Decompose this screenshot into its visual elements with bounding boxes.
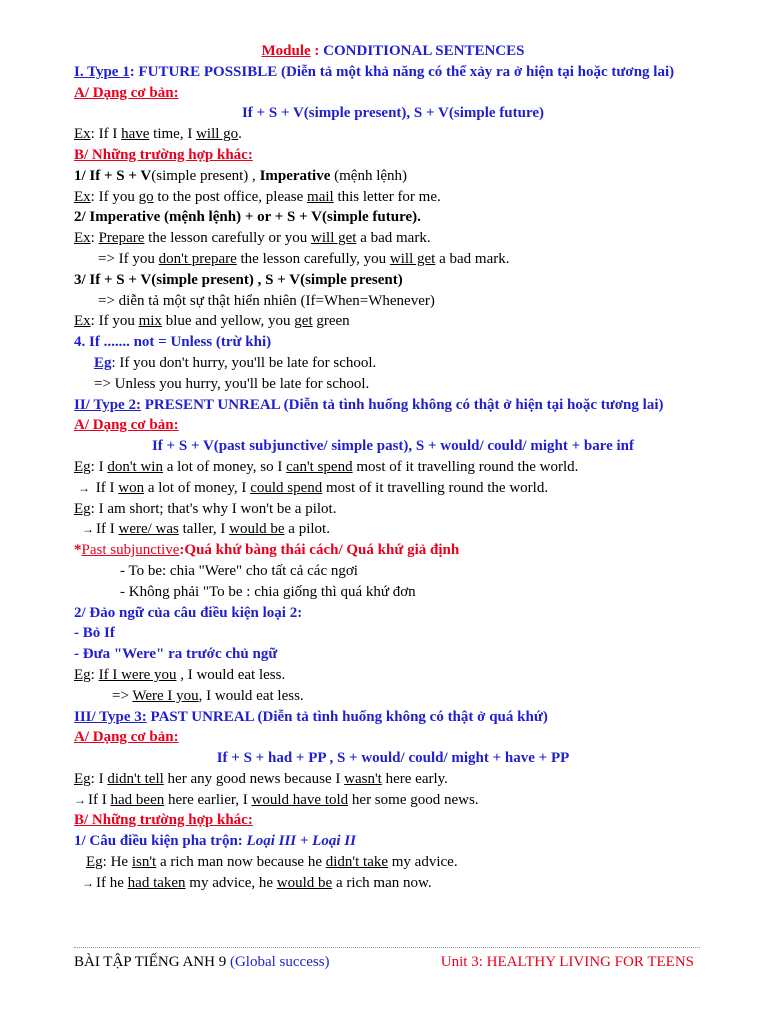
text: If he [96, 874, 128, 891]
example-label: Eg [74, 770, 91, 787]
type2-heading-desc: PRESENT UNREAL (Diễn tả tình huống không có thật ở hiện tại hoặc tương lai) [140, 396, 664, 413]
text: a rich man now. [332, 874, 432, 891]
example-label: Eg [74, 500, 91, 517]
text: taller, I [178, 521, 230, 538]
type1-formula: If + S + V(simple present), S + V(simple future) [241, 105, 545, 122]
type1-case2-rewrite [74, 249, 712, 270]
underlined-verb: would have told [251, 791, 349, 808]
text: a lot of money, so I [162, 458, 287, 475]
underlined-verb: wasn't [344, 770, 382, 787]
text: : [90, 666, 99, 683]
text: her any good news because I [163, 770, 345, 787]
text: : If you [90, 313, 139, 330]
page-title [74, 41, 712, 62]
text: : If I [90, 126, 122, 143]
arrow-right-icon: → [74, 792, 86, 807]
text: this letter for me. [333, 188, 441, 205]
underlined-verb: mail [307, 188, 334, 205]
type2-rewrite2 [74, 519, 712, 540]
case1-formula: 1/ If + S + V [74, 167, 152, 184]
underlined-verb: had been [110, 791, 165, 808]
type3-basic-heading: A/ Dạng cơ bản: [74, 729, 179, 746]
type2-ps-rule2: - Không phải "To be : chia giống thì quá khứ đơn [120, 583, 416, 600]
past-subjunctive-desc: :Quá khứ bàng thái cách/ Quá khứ giả định [179, 542, 460, 559]
underlined-verb: had taken [127, 874, 186, 891]
arrow-right-icon: → [82, 522, 94, 537]
example-label: Eg [74, 666, 91, 683]
underlined-verb: can't spend [286, 458, 353, 475]
example-label: Ex [74, 126, 91, 143]
underlined-verb: get [294, 313, 313, 330]
example-label: Ex [74, 313, 91, 330]
arrow-right-icon: → [78, 480, 90, 495]
text: my advice, he [185, 874, 277, 891]
text: : I [90, 458, 108, 475]
footer-divider [74, 947, 700, 948]
underlined-verb: have [121, 126, 150, 143]
text: : If you don't hurry, you'll be late for school. [111, 354, 377, 371]
underlined-verb: will go [196, 126, 239, 143]
type3-formula: If + S + had + PP , S + would/ could/ might + have + PP [216, 750, 570, 767]
underlined-verb: would be [229, 521, 285, 538]
text: If I [88, 791, 111, 808]
text: If I [96, 521, 119, 538]
type1-heading-label: I. Type 1 [74, 63, 130, 80]
type3-heading-label: III/ Type 3: [74, 708, 147, 725]
underlined-verb: mix [138, 313, 162, 330]
example-label: Eg [86, 854, 103, 871]
underlined-verb: won [118, 479, 145, 496]
type3-example [74, 769, 712, 790]
page-footer [74, 952, 700, 972]
type2-ps-rule1: - To be: chia "Were" cho tất cả các ngơi [120, 562, 358, 579]
example-label: Ex [74, 230, 91, 247]
document-page [74, 41, 712, 894]
text: : He [102, 854, 132, 871]
case1-text: (simple present) , [151, 167, 260, 184]
text: If I [92, 479, 119, 496]
type2-heading [74, 395, 712, 416]
type1-case2: 2/ Imperative (mệnh lệnh) + or + S + V(simple future). [74, 209, 421, 226]
type2-basic-heading: A/ Dạng cơ bản: [74, 417, 179, 434]
underlined-verb: will get [311, 230, 357, 247]
type1-heading-desc: Diễn tả một khả năng có thể xảy ra ở hiện tại hoặc tương lai) [286, 63, 675, 80]
text: a bad mark. [435, 250, 510, 267]
text: here earlier, I [164, 791, 252, 808]
underlined-verb: don't prepare [158, 250, 237, 267]
title-module: Module [261, 43, 311, 59]
type2-past-subjunctive [74, 540, 712, 561]
type1-case3: 3/ If + S + V(simple present) , S + V(simple present) [74, 271, 403, 288]
text: . [238, 126, 242, 143]
type3-heading-desc: PAST UNREAL (Diễn tả tình huống không có thật ở quá khứ) [146, 708, 548, 725]
type1-heading-title: : FUTURE POSSIBLE ( [129, 63, 286, 80]
type1-case4: 4. If ....... not = Unless (trừ khi) [74, 334, 272, 351]
type2-rewrite1 [74, 478, 712, 499]
type2-inversion-heading: 2/ Đảo ngữ của câu điều kiện loại 2: [74, 604, 303, 621]
type2-inversion-rule2: - Đưa "Were" ra trước chủ ngữ [74, 646, 278, 663]
text: : [90, 230, 99, 247]
footer-book-title: BÀI TẬP TIẾNG ANH 9 [74, 954, 230, 970]
text: : If you [90, 188, 139, 205]
text: , I would eat less. [198, 687, 304, 704]
type3-other-heading: B/ Những trường hợp khác: [74, 812, 253, 829]
example-label: Ex [74, 188, 91, 205]
text: the lesson carefully, you [236, 250, 390, 267]
type3-rewrite [74, 790, 712, 811]
text: time, I [149, 126, 197, 143]
type1-case4-example [74, 353, 712, 374]
text: blue and yellow, you [161, 313, 295, 330]
underlined-verb: would be [276, 874, 333, 891]
type3-heading [74, 707, 712, 728]
text: a lot of money, I [144, 479, 251, 496]
text: to the post office, please [153, 188, 308, 205]
underlined-verb: go [138, 188, 154, 205]
underlined-verb: didn't take [325, 854, 389, 871]
title-topic: CONDITIONAL SENTENCES [323, 43, 525, 59]
type3-mixed-example [74, 852, 712, 873]
text: => If you [98, 250, 159, 267]
asterisk: * [74, 542, 82, 559]
mixed-heading-text: 1/ Câu điều kiện pha trộn: [74, 833, 247, 850]
mixed-heading-types: Loại III + Loại II [246, 833, 356, 850]
type2-inversion-example [74, 665, 712, 686]
type1-case3-note: => diễn tả một sự thật hiển nhiên (If=When=Whenever) [98, 292, 435, 309]
text: the lesson carefully or you [144, 230, 312, 247]
text: a pilot. [284, 521, 330, 538]
type2-formula: If + S + V(past subjunctive/ simple past), S + would/ could/ might + bare inf [151, 438, 635, 455]
text: a bad mark. [356, 230, 431, 247]
text: , I would eat less. [176, 666, 286, 683]
type1-other-heading: B/ Những trường hợp khác: [74, 146, 253, 163]
type1-basic-heading: A/ Dạng cơ bản: [74, 84, 179, 101]
case1-note: (mệnh lệnh) [330, 167, 408, 184]
type3-mixed-rewrite [74, 873, 712, 894]
text: : I am short; that's why I won't be a pilot. [90, 500, 337, 517]
type2-example1 [74, 457, 712, 478]
footer-series: (Global success) [229, 954, 330, 970]
underlined-verb: could spend [250, 479, 323, 496]
text: her some good news. [348, 791, 479, 808]
underlined-verb: will get [389, 250, 436, 267]
type1-case3-example [74, 311, 712, 332]
footer-unit: Unit 3: HEALTHY LIVING FOR TEENS [440, 954, 694, 970]
type1-heading [74, 62, 712, 83]
past-subjunctive-term: Past subjunctive [81, 542, 180, 559]
type1-case1 [74, 166, 712, 187]
text: my advice. [388, 854, 458, 871]
text: most of it travelling round the world. [322, 479, 549, 496]
text: => [112, 687, 133, 704]
type1-case4-rewrite: => Unless you hurry, you'll be late for school. [94, 375, 370, 392]
case1-imperative: Imperative [259, 167, 331, 184]
underlined-verb: were/ was [118, 521, 179, 538]
text: a rich man now because he [156, 854, 326, 871]
example-label: Eg [74, 458, 91, 475]
example-label: Eg [94, 354, 112, 371]
type1-case2-example [74, 228, 712, 249]
type2-heading-label: II/ Type 2: [74, 396, 141, 413]
text: here early. [381, 770, 448, 787]
type2-inversion-rule1: - Bỏ If [74, 625, 115, 642]
text: : I [90, 770, 108, 787]
underlined-verb: isn't [131, 854, 157, 871]
type2-inversion-rewrite [74, 686, 712, 707]
underlined-verb: didn't tell [107, 770, 164, 787]
type3-mixed-heading [74, 831, 712, 852]
type1-case1-example [74, 187, 712, 208]
text: most of it travelling round the world. [352, 458, 579, 475]
type1-example [74, 124, 712, 145]
arrow-right-icon: → [82, 875, 94, 890]
title-colon: : [310, 43, 324, 59]
underlined-verb: Prepare [98, 230, 145, 247]
underlined-verb: don't win [107, 458, 163, 475]
underlined-clause: If I were you [98, 666, 177, 683]
type2-example2 [74, 499, 712, 520]
text: green [312, 313, 350, 330]
underlined-clause: Were I you [132, 687, 199, 704]
